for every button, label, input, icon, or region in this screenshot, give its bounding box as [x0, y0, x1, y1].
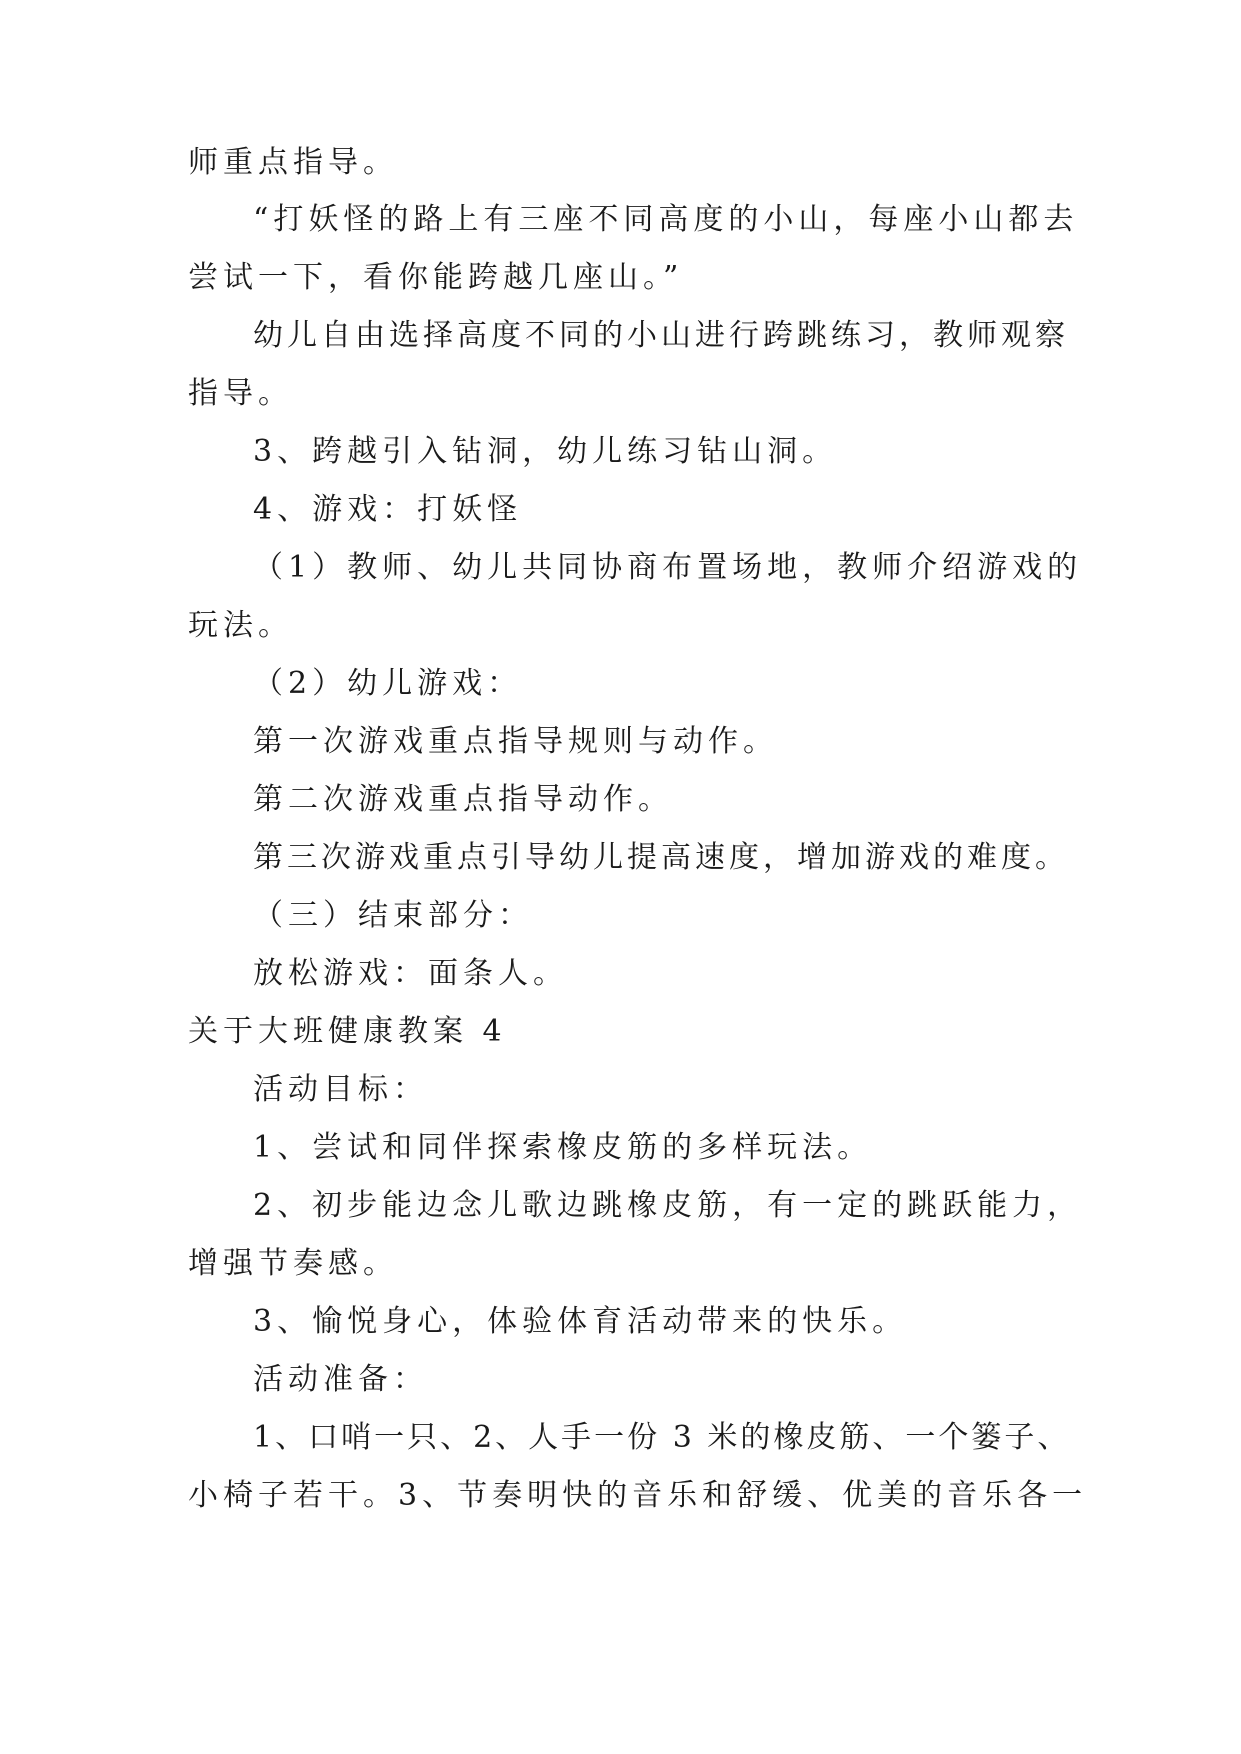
text-line: 活动准备：	[253, 1362, 428, 1397]
text-line: 师重点指导。	[188, 145, 398, 180]
section-heading: 关于大班健康教案 4	[188, 1014, 507, 1049]
text-line: “打妖怪的路上有三座不同高度的小山，每座小山都去	[253, 202, 1079, 237]
text-line: 第二次游戏重点指导动作。	[253, 782, 673, 817]
text-line: 3、跨越引入钻洞，幼儿练习钻山洞。	[253, 434, 838, 469]
text-line: 指导。	[188, 376, 293, 411]
text-line: 2、初步能边念儿歌边跳橡皮筋，有一定的跳跃能力，	[253, 1188, 1083, 1223]
text-line: 玩法。	[188, 608, 293, 643]
text-line: 增强节奏感。	[188, 1246, 398, 1281]
text-line: 1、口哨一只、2、人手一份 3 米的橡皮筋、一个篓子、	[253, 1420, 1071, 1455]
text-line: 第三次游戏重点引导幼儿提高速度，增加游戏的难度。	[253, 840, 1069, 875]
text-line: （三）结束部分：	[253, 898, 533, 933]
text-line: 第一次游戏重点指导规则与动作。	[253, 724, 778, 759]
text-line: 1、尝试和同伴探索橡皮筋的多样玩法。	[253, 1130, 873, 1165]
text-line: （1）教师、幼儿共同协商布置场地，教师介绍游戏的	[253, 550, 1083, 585]
text-line: 幼儿自由选择高度不同的小山进行跨跳练习，教师观察	[253, 318, 1069, 353]
text-line: 3、愉悦身心，体验体育活动带来的快乐。	[253, 1304, 908, 1339]
text-line: （2）幼儿游戏：	[253, 666, 523, 701]
text-line: 活动目标：	[253, 1072, 428, 1107]
text-line: 小椅子若干。3、节奏明快的音乐和舒缓、优美的音乐各一	[188, 1478, 1088, 1513]
text-line: 4、游戏：打妖怪	[253, 492, 523, 527]
text-line: 放松游戏：面条人。	[253, 956, 568, 991]
text-line: 尝试一下，看你能跨越几座山。”	[188, 260, 684, 295]
